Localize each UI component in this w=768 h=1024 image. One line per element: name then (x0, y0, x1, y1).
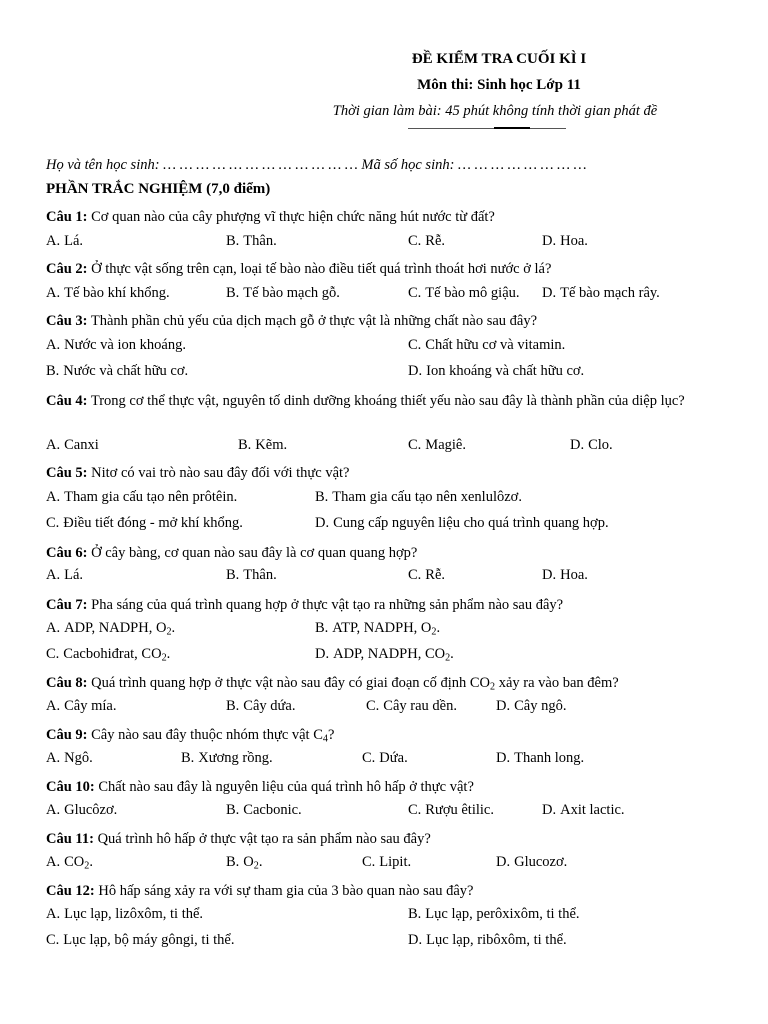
question-text: Pha sáng của quá trình quang hợp ở thực vật tạo ra những sản phẩm nào sau đây? (87, 597, 564, 613)
option-text: Thân. (243, 567, 277, 583)
question-label: Câu 6: (46, 545, 88, 561)
question-label: Câu 4: (46, 393, 88, 409)
option-key: D. (408, 932, 423, 948)
option-text: Glucozơ. (514, 854, 568, 870)
option-key: A. (46, 437, 61, 453)
question-label: Câu 5: (46, 465, 88, 481)
option-subscript: 2 (84, 860, 90, 872)
question-text-end: ? (327, 727, 335, 743)
answer-option-d[interactable] (542, 285, 660, 302)
answer-option-d[interactable] (408, 363, 584, 380)
answer-option-b[interactable] (181, 750, 273, 767)
answer-option-d[interactable] (542, 802, 625, 819)
option-key: C. (408, 233, 422, 249)
option-key: A. (46, 750, 61, 766)
option-key: D. (496, 698, 511, 714)
option-key: A. (46, 337, 61, 353)
option-text: Tế bào khí khổng. (64, 285, 170, 301)
question-1 (46, 206, 726, 228)
question-10 (46, 776, 726, 798)
question-label: Câu 10: (46, 779, 95, 795)
option-key: A. (46, 802, 61, 818)
option-text: Tế bào mạch gỗ. (243, 285, 340, 301)
answer-option-b[interactable] (226, 567, 277, 584)
option-text: Rễ. (425, 567, 446, 583)
option-key: A. (46, 489, 61, 505)
answer-option-a[interactable] (46, 802, 117, 819)
answer-option-a[interactable] (46, 567, 83, 584)
option-text: CO (64, 854, 85, 870)
section-heading: PHẦN TRẮC NGHIỆM (7,0 điểm) (46, 181, 271, 197)
question-text: Ở thực vật sống trên cạn, loại tế bào nào điều tiết quá trình thoát hơi nước ở lá? (87, 261, 552, 277)
answer-option-a[interactable] (46, 337, 186, 354)
question-label: Câu 12: (46, 883, 95, 899)
question-label: Câu 2: (46, 261, 88, 277)
option-text: Kẽm. (255, 437, 288, 453)
option-text: Lá. (64, 233, 84, 249)
option-key: A. (46, 698, 61, 714)
question-12 (46, 880, 726, 902)
answer-option-d[interactable] (496, 750, 584, 767)
answer-option-d[interactable] (496, 854, 567, 871)
answer-option-a[interactable] (46, 285, 170, 302)
answer-option-d[interactable] (315, 515, 609, 532)
option-text: Tham gia cấu tạo nên prôtêin. (64, 489, 238, 505)
option-subscript: 2 (431, 626, 437, 638)
answer-option-a[interactable] (46, 854, 93, 871)
question-11 (46, 828, 726, 850)
option-text: Cây ngô. (514, 698, 567, 714)
option-key: B. (226, 567, 240, 583)
option-text: Dứa. (379, 750, 408, 766)
answer-option-c[interactable] (46, 515, 243, 532)
answer-option-c[interactable] (362, 854, 411, 871)
question-label: Câu 8: (46, 675, 88, 691)
option-text: Thân. (243, 233, 277, 249)
question-text: Thành phần chủ yếu của dịch mạch gỗ ở thực vật là những chất nào sau đây? (87, 313, 538, 329)
option-text: Tham gia cấu tạo nên xenlulôzơ. (332, 489, 522, 505)
answer-option-b[interactable] (315, 620, 440, 637)
answer-option-a[interactable] (46, 233, 83, 250)
question-text: Ở cây bàng, cơ quan nào sau đây là cơ quan quang hợp? (87, 545, 418, 561)
answer-option-c[interactable] (362, 750, 408, 767)
answer-option-c[interactable] (46, 646, 170, 663)
option-subscript: 2 (161, 652, 167, 664)
option-text: Nước và chất hữu cơ. (63, 363, 189, 379)
question-text: Trong cơ thể thực vật, nguyên tố dinh dưỡng khoáng thiết yếu nào sau đây là thành phần của diệp lục? (87, 393, 685, 409)
option-text-end: . (450, 646, 454, 662)
question-2 (46, 258, 726, 280)
option-text: Magiê. (425, 437, 466, 453)
option-text: Chất hữu cơ và vitamin. (425, 337, 566, 353)
option-key: B. (238, 437, 252, 453)
question-6 (46, 542, 726, 564)
answer-option-c[interactable] (408, 285, 520, 302)
option-key: B. (226, 854, 240, 870)
question-5 (46, 462, 726, 484)
option-subscript: 2 (253, 860, 259, 872)
answer-option-a[interactable] (46, 620, 175, 637)
option-text: Hoa. (560, 567, 588, 583)
option-text: Cây mía. (64, 698, 117, 714)
answer-option-c[interactable] (408, 437, 466, 454)
option-text: Lục lạp, perôxixôm, ti thể. (425, 906, 580, 922)
option-text: Hoa. (560, 233, 588, 249)
option-text: Rượu êtilic. (425, 802, 494, 818)
option-text: Cây rau dền. (383, 698, 457, 714)
option-text: ADP, NADPH, CO (333, 646, 446, 662)
option-text: Tế bào mạch rây. (560, 285, 660, 301)
question-text: Cơ quan nào của cây phượng vĩ thực hiện chức năng hút nước từ đất? (87, 209, 495, 225)
option-text: Lục lạp, ribôxôm, ti thể. (426, 932, 567, 948)
question-label: Câu 9: (46, 727, 88, 743)
exam-time: Thời gian làm bài: 45 phút không tính thời gian phát đề (332, 103, 658, 119)
option-key: A. (46, 233, 61, 249)
option-key: A. (46, 567, 61, 583)
answer-option-b[interactable] (226, 285, 340, 302)
option-key: C. (408, 437, 422, 453)
question-8 (46, 672, 726, 694)
option-text-end: . (258, 854, 263, 870)
question-3 (46, 310, 726, 332)
question-7 (46, 594, 726, 616)
option-key: B. (226, 698, 240, 714)
option-text-end: . (89, 854, 93, 870)
exam-title: ĐỀ KIỂM TRA CUỐI KÌ I (411, 51, 587, 67)
option-key: A. (46, 854, 61, 870)
answer-option-c[interactable] (408, 567, 445, 584)
option-text: Clo. (588, 437, 613, 453)
question-label: Câu 11: (46, 831, 94, 847)
answer-option-b[interactable] (226, 233, 277, 250)
option-key: B. (315, 620, 329, 636)
option-text: ATP, NADPH, O (332, 620, 432, 636)
option-text: Nước và ion khoáng. (64, 337, 186, 353)
question-subscript: 4 (322, 733, 328, 745)
option-key: D. (496, 750, 511, 766)
option-key: C. (46, 932, 60, 948)
answer-option-b[interactable] (238, 437, 287, 454)
answer-option-d[interactable] (570, 437, 613, 454)
option-subscript: 2 (445, 652, 451, 664)
option-text: Lục lạp, bộ máy gôngi, ti thể. (63, 932, 235, 948)
option-text: O (243, 854, 254, 870)
question-text-end: xảy ra vào ban đêm? (495, 675, 619, 691)
option-key: B. (408, 906, 422, 922)
option-text: Điều tiết đóng - mở khí khổng. (63, 515, 243, 531)
option-key: C. (46, 515, 60, 531)
option-key: A. (46, 906, 61, 922)
option-key: C. (408, 337, 422, 353)
option-subscript: 2 (166, 626, 172, 638)
answer-option-d[interactable] (496, 698, 566, 715)
answer-option-d[interactable] (542, 233, 588, 250)
question-label: Câu 3: (46, 313, 88, 329)
option-key: A. (46, 620, 61, 636)
option-key: C. (362, 854, 376, 870)
answer-option-a[interactable] (46, 437, 99, 454)
question-text: Chất nào sau đây là nguyên liệu của quá trình hô hấp ở thực vật? (94, 779, 474, 795)
option-key: C. (46, 646, 60, 662)
option-key: C. (362, 750, 376, 766)
option-key: D. (496, 854, 511, 870)
option-key: D. (542, 233, 557, 249)
option-text: Cacbonic. (243, 802, 302, 818)
answer-option-b[interactable] (46, 363, 188, 380)
question-4 (46, 390, 726, 412)
option-key: C. (408, 567, 422, 583)
option-text-end: . (166, 646, 171, 662)
option-text: Tế bào mô giậu. (425, 285, 520, 301)
option-key: B. (226, 285, 240, 301)
question-label: Câu 7: (46, 597, 88, 613)
answer-option-c[interactable] (408, 233, 445, 250)
option-text: Cacbohiđrat, CO (63, 646, 162, 662)
question-text: Cây nào sau đây thuộc nhóm thực vật C (87, 727, 323, 743)
option-text: Lá. (64, 567, 84, 583)
option-text-end: . (171, 620, 176, 636)
option-text: Xương rồng. (198, 750, 273, 766)
question-text: Quá trình hô hấp ở thực vật tạo ra sản phẩm nào sau đây? (93, 831, 431, 847)
answer-option-b[interactable] (226, 698, 295, 715)
answer-option-b[interactable] (408, 906, 580, 923)
answer-option-c[interactable] (366, 698, 457, 715)
option-text: Cung cấp nguyên liệu cho quá trình quang hợp. (333, 515, 609, 531)
answer-option-a[interactable] (46, 489, 237, 506)
option-text: Ngô. (64, 750, 93, 766)
answer-option-c[interactable] (408, 337, 565, 354)
option-text: Cây dứa. (243, 698, 296, 714)
option-text: Thanh long. (514, 750, 585, 766)
option-key: B. (181, 750, 195, 766)
option-key: B. (226, 802, 240, 818)
question-text: Quá trình quang hợp ở thực vật nào sau đây có giai đoạn cố định CO (87, 675, 491, 691)
answer-option-b[interactable] (315, 489, 522, 506)
answer-option-d[interactable] (315, 646, 454, 663)
option-key: B. (226, 233, 240, 249)
option-key: D. (408, 363, 423, 379)
option-text: Glucôzơ. (64, 802, 118, 818)
exam-subject: Môn thi: Sinh học Lớp 11 (417, 77, 581, 93)
option-text: Lục lạp, lizôxôm, ti thể. (64, 906, 204, 922)
option-text: Canxi (64, 437, 99, 453)
student-info-line: Họ và tên học sinh: … … … … … … … … … … … … Mã số học sinh: … … … … … … … … (46, 157, 587, 173)
option-text: Rễ. (425, 233, 446, 249)
option-key: C. (408, 802, 422, 818)
option-key: C. (366, 698, 380, 714)
option-text: Lipit. (379, 854, 412, 870)
answer-option-c[interactable] (408, 802, 494, 819)
option-key: D. (315, 646, 330, 662)
option-text: ADP, NADPH, O (64, 620, 167, 636)
answer-option-a[interactable] (46, 750, 93, 767)
question-subscript: 2 (490, 681, 496, 693)
answer-option-d[interactable] (408, 932, 567, 949)
question-text: Hô hấp sáng xảy ra với sự tham gia của 3 bào quan nào sau đây? (94, 883, 474, 899)
answer-option-d[interactable] (542, 567, 588, 584)
header-divider (408, 128, 566, 129)
question-9 (46, 724, 726, 746)
answer-option-c[interactable] (46, 932, 234, 949)
option-text-end: . (436, 620, 441, 636)
option-key: B. (315, 489, 329, 505)
option-key: D. (542, 567, 557, 583)
option-key: B. (46, 363, 60, 379)
option-key: A. (46, 285, 61, 301)
answer-option-a[interactable] (46, 698, 116, 715)
header-divider-accent (494, 127, 530, 129)
option-text: Ion khoáng và chất hữu cơ. (426, 363, 585, 379)
question-text: Nitơ có vai trò nào sau đây đối với thực vật? (87, 465, 350, 481)
option-key: D. (315, 515, 330, 531)
answer-option-b[interactable] (226, 854, 262, 871)
answer-option-a[interactable] (46, 906, 203, 923)
option-text: Axit lactic. (560, 802, 625, 818)
option-key: D. (542, 802, 557, 818)
option-key: D. (570, 437, 585, 453)
option-key: C. (408, 285, 422, 301)
option-key: D. (542, 285, 557, 301)
question-label: Câu 1: (46, 209, 88, 225)
answer-option-b[interactable] (226, 802, 302, 819)
